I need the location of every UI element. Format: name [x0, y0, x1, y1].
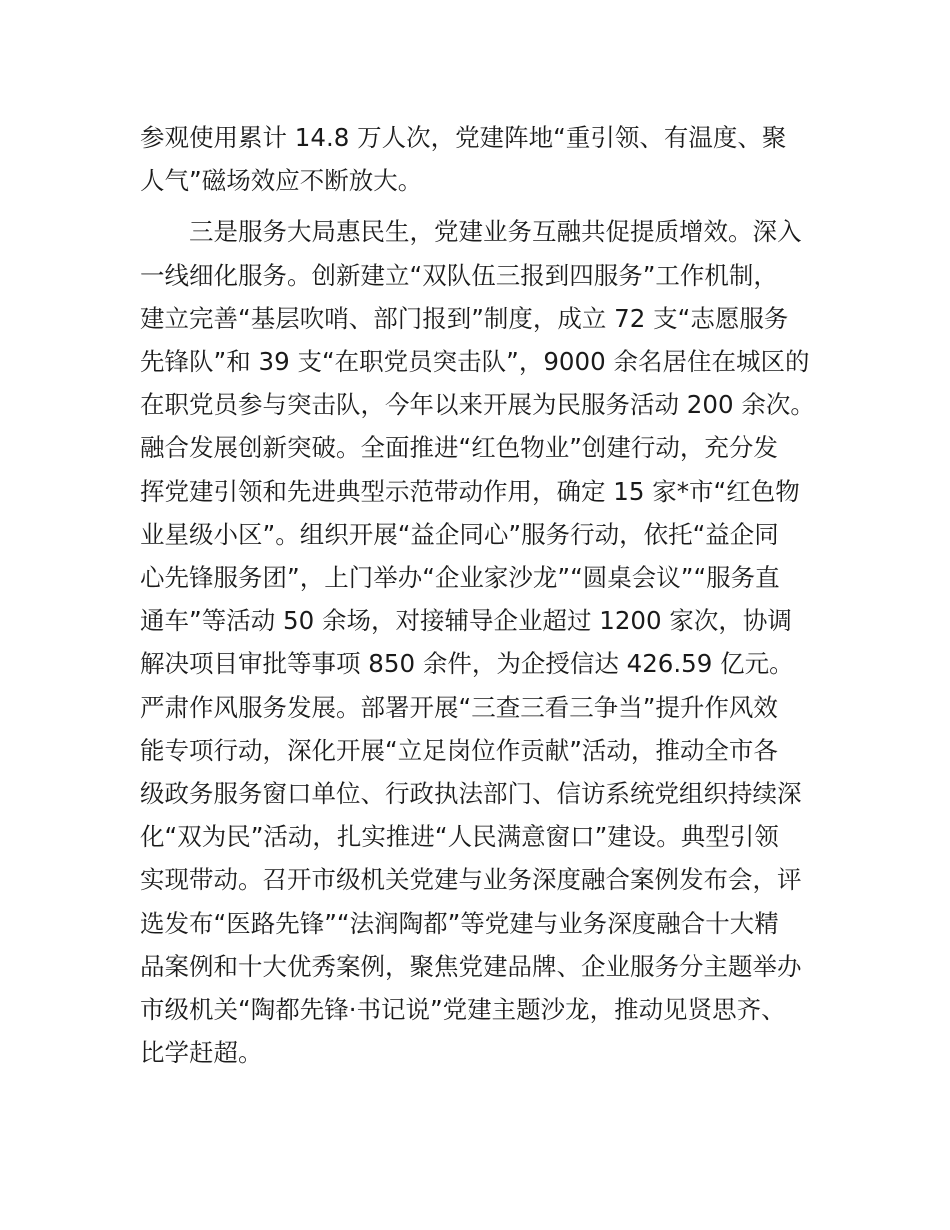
text-line: 通车”等活动 50 余场，对接辅导企业超过 1200 家次，协调: [140, 606, 792, 636]
text-line: 市级机关“陶都先锋·书记说”党建主题沙龙，推动见贤思齐、: [140, 995, 786, 1025]
document-body: [140, 116, 820, 1074]
text-line: 级政务服务窗口单位、行政执法部门、信访系统党组织持续深: [140, 779, 802, 809]
text-line: 比学赶超。: [140, 1038, 263, 1068]
text-line: 品案例和十大优秀案例，聚焦党建品牌、企业服务分主题举办: [140, 951, 802, 981]
text-line: 融合发展创新突破。全面推进“红色物业”创建行动，充分发: [140, 433, 778, 463]
text-line: 业星级小区”。组织开展“益企同心”服务行动，依托“益企同: [140, 519, 779, 549]
text-line: 人气”磁场效应不断放大。: [140, 166, 423, 196]
text-line: 严肃作风服务发展。部署开展“三查三看三争当”提升作风效: [140, 692, 778, 722]
text-line: 心先锋服务团”，上门举办“企业家沙龙”“圆桌会议”“服务直: [140, 563, 780, 593]
text-line: 实现带动。召开市级机关党建与业务深度融合案例发布会，评: [140, 865, 802, 895]
text-line: 挥党建引领和先进典型示范带动作用，确定 15 家*市“红色物: [140, 476, 800, 506]
text-line: 建立完善“基层吹哨、部门报到”制度，成立 72 支“志愿服务: [140, 303, 789, 333]
text-line: 先锋队”和 39 支“在职党员突击队”，9000 余名居住在城区的: [140, 347, 810, 377]
text-line: 能专项行动，深化开展“立足岗位作贡献”活动，推动全市各: [140, 735, 778, 765]
text-line: 化“双为民”活动，扎实推进“人民满意窗口”建设。典型引领: [140, 822, 779, 852]
text-line: 一线细化服务。创新建立“双队伍三报到四服务”工作机制，: [140, 260, 778, 290]
text-line: 在职党员参与突击队，今年以来开展为民服务活动 200 余次。: [140, 390, 815, 420]
paragraph-2: [140, 210, 820, 1074]
text-line: 参观使用累计 14.8 万人次，党建阵地“重引领、有温度、聚: [140, 123, 787, 152]
text-line: 选发布“医路先锋”“法润陶都”等党建与业务深度融合十大精: [140, 908, 779, 938]
paragraph-1: [140, 116, 820, 202]
text-line-indented: 三是服务大局惠民生，党建业务互融共促提质增效。深入: [189, 217, 802, 247]
text-line: 解决项目审批等事项 850 余件，为企授信达 426.59 亿元。: [140, 649, 794, 679]
